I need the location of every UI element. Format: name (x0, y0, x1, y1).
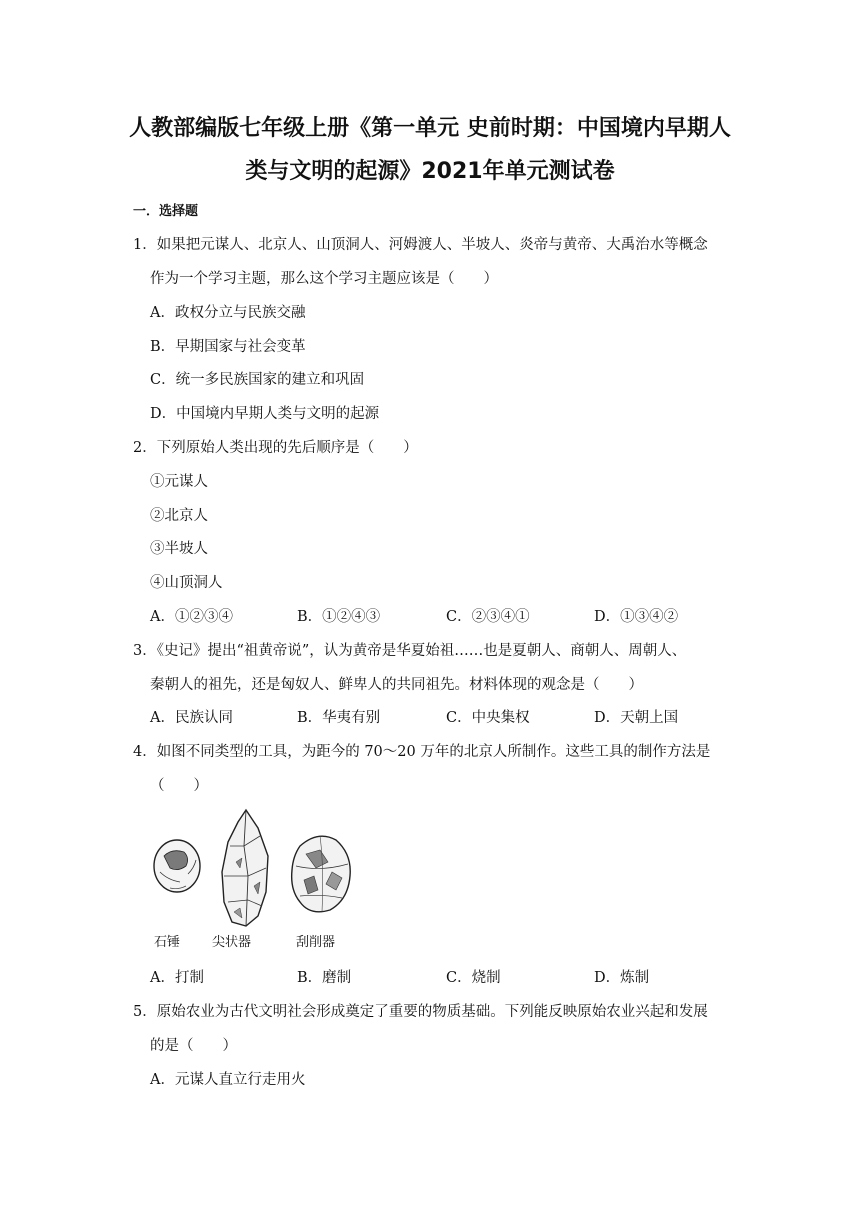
document-title-line2: 类与文明的起源》2021年单元测试卷 (245, 159, 615, 184)
question-1-stem-line2: 作为一个学习主题，那么这个学习主题应该是（ ） (150, 271, 498, 287)
question-4-option-d: D．炼制 (594, 970, 650, 986)
question-5-stem-line1: 5．原始农业为古代文明社会形成奠定了重要的物质基础。下列能反映原始农业兴起和发展 (133, 1004, 708, 1020)
question-2-item-1: ①元谋人 (150, 474, 208, 490)
document-title-line1: 人教部编版七年级上册《第一单元 史前时期：中国境内早期人 (129, 116, 731, 141)
question-1-option-c: C．统一多民族国家的建立和巩固 (150, 372, 365, 388)
question-1-stem-line1: 1．如果把元谋人、北京人、山顶洞人、河姆渡人、半坡人、炎帝与黄帝、大禹治水等概念 (133, 237, 708, 253)
question-4-stem-line1: 4．如图不同类型的工具，为距今的 70～20 万年的北京人所制作。这些工具的制作方法是 (133, 744, 711, 760)
question-2-item-3: ③半坡人 (150, 541, 208, 557)
question-2-option-d: D．①③④② (594, 609, 679, 625)
question-4-option-a: A．打制 (150, 970, 204, 986)
figure-label-pointed-tool: 尖状器 (212, 935, 252, 950)
question-4-option-b: B．磨制 (297, 970, 352, 986)
question-3-stem-line2: 秦朝人的祖先，还是匈奴人、鲜卑人的共同祖先。材料体现的观念是（ ） (150, 677, 643, 693)
question-1-option-d: D．中国境内早期人类与文明的起源 (150, 406, 380, 422)
question-2-item-2: ②北京人 (150, 508, 208, 524)
hammerstone-drawing (154, 840, 200, 892)
question-2-option-a: A．①②③④ (150, 609, 233, 625)
question-3-stem-line1: 3．《史记》提出“祖黄帝说”，认为黄帝是华夏始祖……也是夏朝人、商朝人、周朝人、 (133, 643, 687, 659)
question-2-item-4: ④山顶洞人 (150, 575, 223, 591)
question-1-option-a: A．政权分立与民族交融 (150, 305, 306, 321)
question-3-option-c: C．中央集权 (446, 710, 530, 726)
scraper-drawing (292, 836, 351, 912)
question-3-option-d: D．天朝上国 (594, 710, 679, 726)
question-3-option-b: B．华夷有别 (297, 710, 381, 726)
question-5-stem-line2: 的是（ ） (150, 1038, 237, 1054)
question-4-option-c: C．烧制 (446, 970, 501, 986)
question-2-stem: 2．下列原始人类出现的先后顺序是（ ） (133, 440, 418, 456)
question-4-stem-line2: （ ） (150, 778, 208, 794)
figure-label-scraper: 刮削器 (296, 935, 336, 950)
figure-label-hammerstone: 石锤 (154, 935, 181, 950)
question-2-option-b: B．①②④③ (297, 609, 381, 625)
section-heading: 一．选择题 (133, 204, 199, 219)
stone-tools-figure (150, 806, 356, 956)
pointed-tool-drawing (222, 810, 268, 926)
question-1-option-b: B．早期国家与社会变革 (150, 339, 306, 355)
question-3-option-a: A．民族认同 (150, 710, 233, 726)
question-5-option-a: A．元谋人直立行走用火 (150, 1072, 306, 1088)
question-2-option-c: C．②③④① (446, 609, 530, 625)
